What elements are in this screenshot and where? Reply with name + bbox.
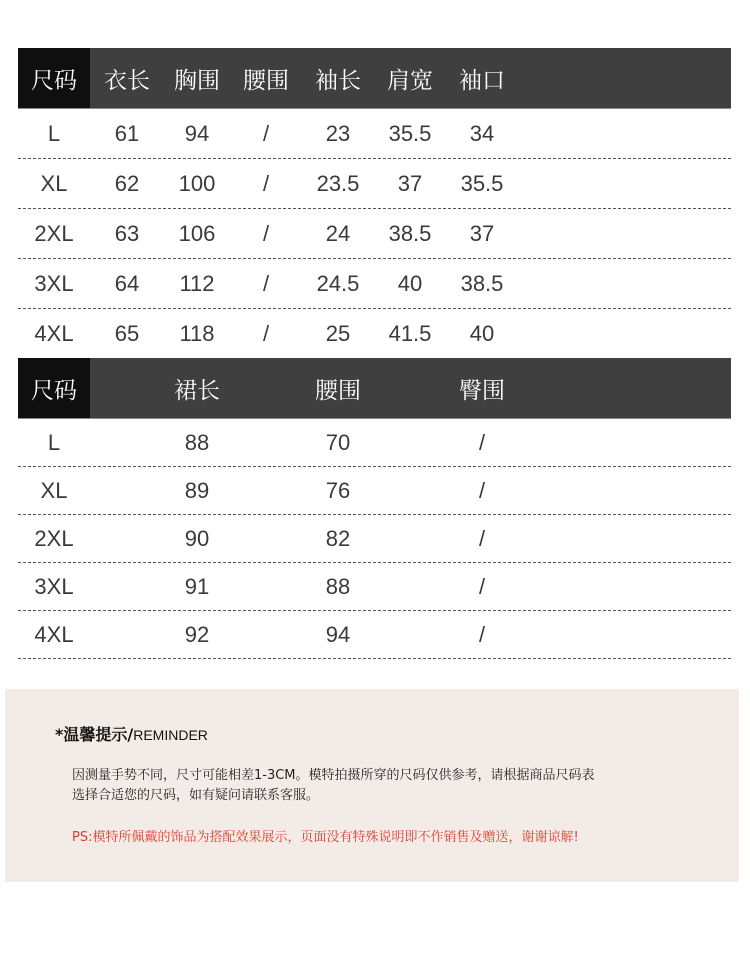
table-cell: / bbox=[262, 220, 270, 246]
table-cell: 63 bbox=[114, 220, 140, 246]
reminder-box bbox=[5, 689, 739, 882]
table-cell: / bbox=[478, 621, 486, 647]
table-cell: XL bbox=[40, 170, 68, 196]
table-cell: 89 bbox=[184, 477, 210, 503]
table-cell: 70 bbox=[325, 429, 351, 455]
header-skirt-length: 裙长 bbox=[174, 377, 220, 404]
header-hip: 臀围 bbox=[459, 377, 505, 404]
table-cell: 34 bbox=[469, 120, 495, 146]
reminder-title bbox=[55, 722, 208, 745]
table-cell: 41.5 bbox=[388, 320, 432, 346]
table-cell: 2XL bbox=[34, 220, 74, 246]
table-cell: 91 bbox=[184, 573, 210, 599]
table-cell: / bbox=[262, 270, 270, 296]
table-cell: 35.5 bbox=[388, 120, 432, 146]
table-cell: 40 bbox=[397, 270, 423, 296]
table-cell: 38.5 bbox=[388, 220, 432, 246]
table-cell: XL bbox=[40, 477, 68, 503]
table-cell: 61 bbox=[114, 120, 140, 146]
table-cell: L bbox=[47, 429, 61, 455]
table-cell: 37 bbox=[397, 170, 423, 196]
table-cell: 100 bbox=[178, 170, 216, 196]
table-cell: 35.5 bbox=[460, 170, 504, 196]
reminder-ps: PS:模特所佩戴的饰品为搭配效果展示，页面没有特殊说明即不作销售及赠送，谢谢谅解! bbox=[72, 830, 579, 845]
top-size-table bbox=[18, 48, 731, 359]
table-cell: 94 bbox=[325, 621, 351, 647]
table-cell: / bbox=[478, 525, 486, 551]
table-row bbox=[18, 563, 731, 611]
header-sleeve: 袖长 bbox=[315, 67, 361, 94]
table-cell: 90 bbox=[184, 525, 210, 551]
table-cell: 3XL bbox=[34, 270, 74, 296]
table-cell: 82 bbox=[325, 525, 351, 551]
reminder-line-2: 选择合适您的尺码，如有疑问请联系客服。 bbox=[72, 788, 320, 803]
table-row bbox=[18, 109, 731, 159]
table-cell: 88 bbox=[325, 573, 351, 599]
bottom-table-header bbox=[18, 358, 731, 419]
table-row bbox=[18, 515, 731, 563]
table-cell: 76 bbox=[325, 477, 351, 503]
table-cell: 88 bbox=[184, 429, 210, 455]
table-cell: 24 bbox=[325, 220, 351, 246]
header-waist: 腰围 bbox=[243, 67, 289, 94]
table-cell: 3XL bbox=[34, 573, 74, 599]
header-cuff: 袖口 bbox=[459, 67, 505, 94]
table-cell: 40 bbox=[469, 320, 495, 346]
table-cell: 92 bbox=[184, 621, 210, 647]
table-cell: 4XL bbox=[34, 621, 74, 647]
table-cell: 64 bbox=[114, 270, 140, 296]
top-table-header bbox=[18, 48, 731, 109]
table-row bbox=[18, 309, 731, 359]
table-cell: 65 bbox=[114, 320, 140, 346]
table-cell: / bbox=[262, 120, 270, 146]
table-cell: / bbox=[262, 170, 270, 196]
header-size: 尺码 bbox=[31, 67, 77, 94]
table-cell: / bbox=[478, 477, 486, 503]
header-shoulder: 肩宽 bbox=[387, 67, 433, 94]
reminder-body bbox=[72, 766, 692, 806]
reminder-title-cn: *温馨提示/ bbox=[55, 725, 134, 744]
table-row bbox=[18, 419, 731, 467]
table-cell: 106 bbox=[178, 220, 216, 246]
table-cell: 4XL bbox=[34, 320, 74, 346]
table-cell: 23.5 bbox=[316, 170, 360, 196]
table-cell: 23 bbox=[325, 120, 351, 146]
table-row bbox=[18, 259, 731, 309]
header-size: 尺码 bbox=[31, 377, 77, 404]
header-chest: 胸围 bbox=[174, 67, 220, 94]
table-cell: 25 bbox=[325, 320, 351, 346]
table-cell: 118 bbox=[179, 320, 215, 346]
table-cell: / bbox=[262, 320, 270, 346]
bottom-size-table bbox=[18, 358, 731, 659]
table-row bbox=[18, 159, 731, 209]
table-row bbox=[18, 467, 731, 515]
reminder-title-en: REMINDER bbox=[133, 727, 208, 743]
table-cell: 94 bbox=[184, 120, 210, 146]
table-cell: 37 bbox=[469, 220, 495, 246]
table-cell: / bbox=[478, 573, 486, 599]
table-cell: 62 bbox=[114, 170, 140, 196]
table-cell: 112 bbox=[179, 270, 215, 296]
table-row bbox=[18, 209, 731, 259]
table-cell: L bbox=[47, 120, 61, 146]
header-waist: 腰围 bbox=[315, 377, 361, 404]
header-length: 衣长 bbox=[104, 67, 150, 94]
table-cell: / bbox=[478, 429, 486, 455]
table-cell: 24.5 bbox=[316, 270, 360, 296]
table-cell: 38.5 bbox=[460, 270, 504, 296]
table-row bbox=[18, 611, 731, 659]
reminder-line-1: 因测量手势不同，尺寸可能相差1-3CM。模特拍摄所穿的尺码仅供参考，请根据商品尺码表 bbox=[72, 768, 595, 783]
table-cell: 2XL bbox=[34, 525, 74, 551]
